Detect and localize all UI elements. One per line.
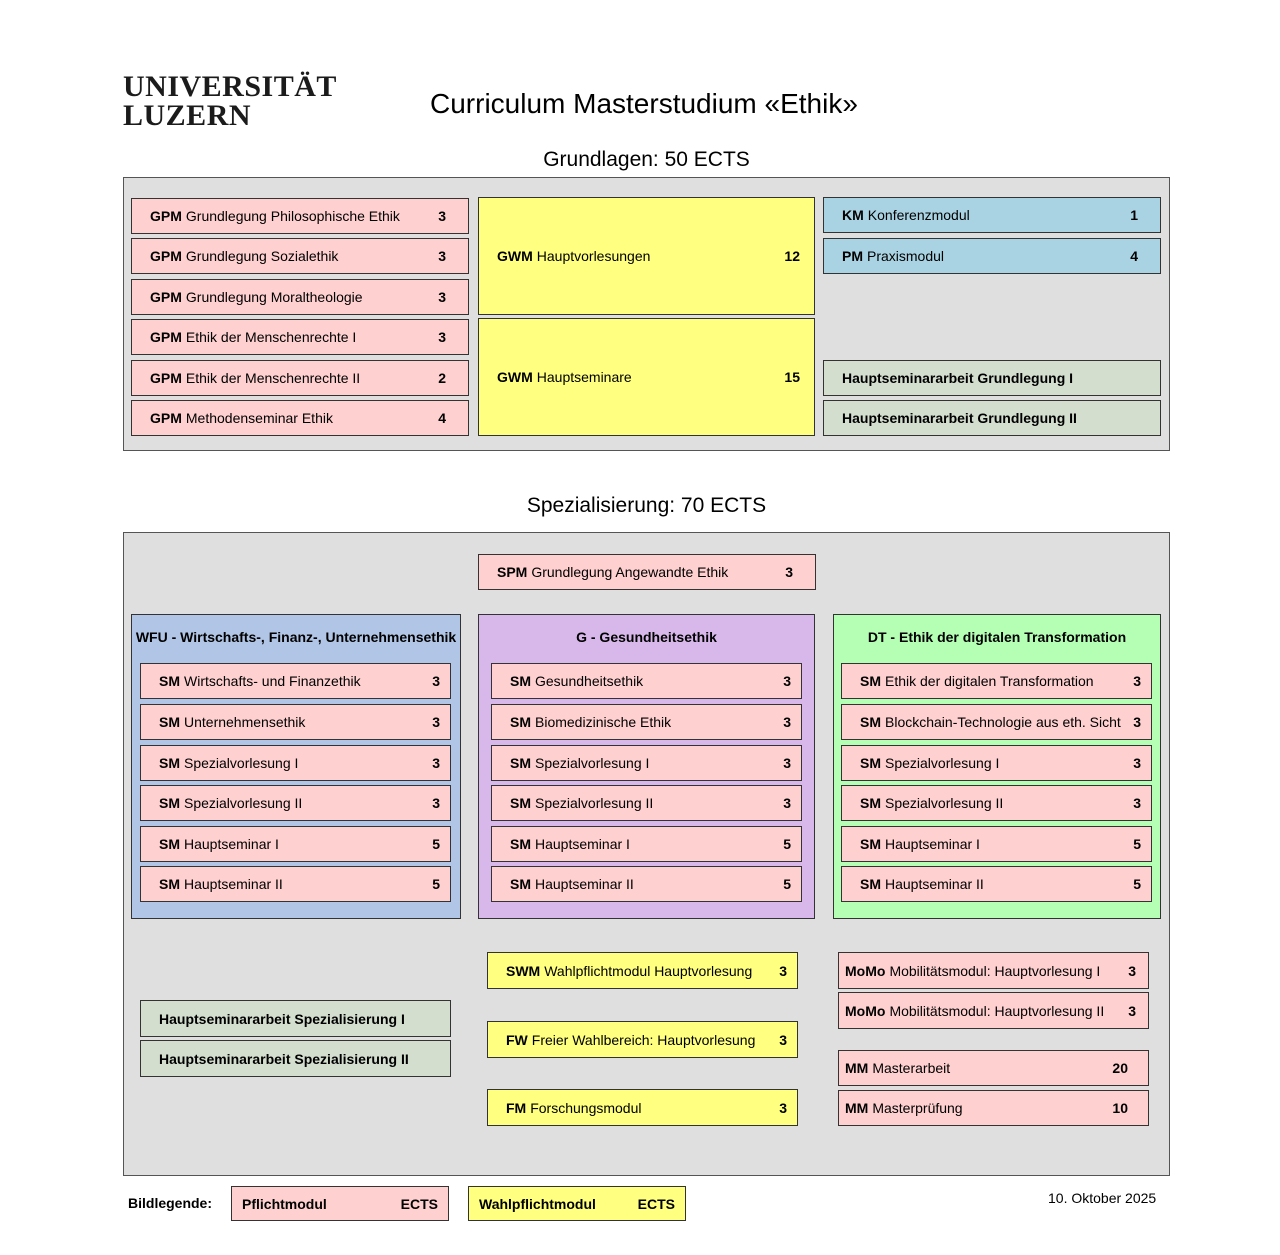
module-ects: 5 xyxy=(1133,876,1141,892)
legend-label: Bildlegende: xyxy=(128,1195,213,1211)
module-name: Hauptseminar II xyxy=(885,876,984,892)
module-label: Hauptseminararbeit Grundlegung II xyxy=(842,410,1077,426)
module-label xyxy=(510,755,777,771)
module-ects: 3 xyxy=(783,795,791,811)
module-code: SM xyxy=(159,795,180,811)
module-name: Wahlpflichtmodul Hauptvorlesung xyxy=(544,962,753,979)
module-ects: 3 xyxy=(432,673,440,689)
module-code: MoMo xyxy=(845,1002,886,1019)
sm-module xyxy=(841,866,1152,902)
logo-line-2: LUZERN xyxy=(123,99,252,132)
sm-module xyxy=(841,785,1152,821)
module-code: SM xyxy=(159,714,180,730)
module-ects: 3 xyxy=(1128,1002,1136,1019)
legend-wahlpflicht xyxy=(468,1186,686,1221)
sm-module xyxy=(140,785,451,821)
sm-module xyxy=(491,704,802,740)
legend-wahlpflicht-ects: ECTS xyxy=(637,1195,675,1212)
module-ects: 3 xyxy=(432,795,440,811)
module-ects: 10 xyxy=(1112,1100,1128,1116)
other-module xyxy=(823,238,1161,274)
module-name: Ethik der digitalen Transformation xyxy=(885,673,1094,689)
gpm-module xyxy=(131,319,469,355)
module-code: SM xyxy=(510,714,531,730)
module-code: PM xyxy=(842,248,863,264)
sm-module xyxy=(140,663,451,699)
gpm-module xyxy=(131,400,469,436)
page-title: Curriculum Masterstudium «Ethik» xyxy=(430,88,858,119)
module-name: Grundlegung Moraltheologie xyxy=(185,289,363,305)
module-name: Unternehmensethik xyxy=(184,714,306,730)
module-label xyxy=(159,836,426,852)
module-label xyxy=(510,673,777,689)
module-label xyxy=(150,248,432,264)
date-label: 10. Oktober 2025 xyxy=(1048,1190,1157,1206)
module-name: Hauptseminar II xyxy=(184,876,283,892)
module-ects: 5 xyxy=(432,836,440,852)
module-code: SM xyxy=(860,755,881,771)
other-module xyxy=(823,197,1161,233)
module-code: MM xyxy=(845,1100,869,1116)
module-ects: 5 xyxy=(1133,836,1141,852)
module-name: Gesundheitsethik xyxy=(535,673,644,689)
module-ects: 20 xyxy=(1112,1060,1128,1076)
module-ects: 3 xyxy=(438,289,446,305)
module-label xyxy=(845,1100,1106,1116)
module-label xyxy=(159,755,426,771)
module-code: FM xyxy=(506,1099,527,1116)
module-label xyxy=(506,1100,773,1116)
module-name: Spezialvorlesung II xyxy=(535,795,654,811)
module-name: Grundlegung Sozialethik xyxy=(185,248,339,264)
sm-module xyxy=(140,704,451,740)
sm-module xyxy=(491,663,802,699)
sm-module xyxy=(140,745,451,781)
gpm-module xyxy=(131,238,469,274)
module-label xyxy=(150,410,432,426)
legend-wahlpflicht-name: Wahlpflichtmodul xyxy=(479,1195,596,1212)
module-ects: 5 xyxy=(432,876,440,892)
module-code: GPM xyxy=(150,208,182,224)
module-label xyxy=(159,795,426,811)
module-code: SM xyxy=(860,876,881,892)
module-code: GWM xyxy=(497,369,533,385)
module-code: GPM xyxy=(150,410,182,426)
module-code: SPM xyxy=(497,564,528,580)
module-ects: 3 xyxy=(1128,962,1136,979)
module-code: SM xyxy=(510,755,531,771)
sm-module xyxy=(841,663,1152,699)
module-label xyxy=(860,795,1127,811)
module-name: Konferenzmodul xyxy=(867,207,970,223)
sm-module xyxy=(841,826,1152,862)
module-name: Mobilitätsmodul: Hauptvorlesung I xyxy=(889,962,1101,979)
module-code: FW xyxy=(506,1031,528,1048)
module-label xyxy=(150,370,432,386)
module-ects: 3 xyxy=(438,329,446,345)
group-title: WFU - Wirtschafts-, Finanz-, Unternehmensethik xyxy=(135,629,457,645)
legend-pflicht xyxy=(231,1186,449,1221)
module-label xyxy=(159,714,426,730)
momo-module xyxy=(838,992,1149,1029)
module-label xyxy=(150,329,432,345)
grundlagen-heading: Grundlagen: 50 ECTS xyxy=(543,148,750,171)
module-name: Hauptseminar I xyxy=(535,836,630,852)
module-name: Spezialvorlesung I xyxy=(535,755,650,771)
module-label: Hauptseminararbeit Grundlegung I xyxy=(842,370,1074,386)
module-code: SM xyxy=(159,876,180,892)
gpm-module xyxy=(131,279,469,315)
sm-module xyxy=(841,704,1152,740)
module-name: Forschungsmodul xyxy=(530,1099,642,1116)
module-ects: 4 xyxy=(1130,248,1138,264)
module-code: MoMo xyxy=(845,962,886,979)
module-code: SM xyxy=(510,836,531,852)
module-label xyxy=(860,836,1127,852)
module-label xyxy=(497,248,778,264)
module-ects: 3 xyxy=(432,714,440,730)
module-code: GPM xyxy=(150,289,182,305)
module-code: KM xyxy=(842,207,864,223)
module-ects: 5 xyxy=(783,876,791,892)
module-ects: 4 xyxy=(438,410,446,426)
gpm-module xyxy=(131,198,469,234)
module-label: Hauptseminararbeit Spezialisierung II xyxy=(159,1050,409,1067)
module-name: Hauptseminare xyxy=(536,369,632,385)
module-name: Grundlegung Philosophische Ethik xyxy=(185,208,400,224)
mm-module xyxy=(838,1090,1149,1126)
group-title: G - Gesundheitsethik xyxy=(576,629,717,645)
module-label xyxy=(506,1032,773,1048)
gwm-module xyxy=(478,318,815,436)
module-label xyxy=(510,795,777,811)
module-label xyxy=(845,963,1122,979)
module-ects: 3 xyxy=(783,714,791,730)
module-ects: 3 xyxy=(779,962,787,979)
module-code: GPM xyxy=(150,370,182,386)
module-code: SM xyxy=(159,673,180,689)
module-ects: 3 xyxy=(1133,795,1141,811)
module-name: Wirtschafts- und Finanzethik xyxy=(184,673,361,689)
sm-module xyxy=(491,826,802,862)
module-name: Blockchain-Technologie aus eth. Sicht xyxy=(885,714,1121,730)
module-code: SM xyxy=(159,755,180,771)
logo-line-1: UNIVERSITÄT xyxy=(123,70,337,103)
module-label xyxy=(506,963,773,979)
module-name: Mobilitätsmodul: Hauptvorlesung II xyxy=(889,1002,1105,1019)
module-ects: 3 xyxy=(1133,714,1141,730)
module-label xyxy=(510,714,777,730)
mm-module xyxy=(838,1050,1149,1086)
module-ects: 3 xyxy=(1133,755,1141,771)
module-ects: 3 xyxy=(783,673,791,689)
module-code: SM xyxy=(159,836,180,852)
module-name: Freier Wahlbereich: Hauptvorlesung xyxy=(531,1031,756,1048)
hauptseminararbeit-module xyxy=(140,1040,451,1077)
module-code: SM xyxy=(860,795,881,811)
spezialisierung-heading: Spezialisierung: 70 ECTS xyxy=(526,494,767,517)
module-label xyxy=(497,564,779,580)
sm-module xyxy=(491,866,802,902)
module-label xyxy=(845,1060,1106,1076)
sm-module xyxy=(140,866,451,902)
module-ects: 3 xyxy=(432,755,440,771)
module-label xyxy=(510,836,777,852)
module-name: Grundlegung Angewandte Ethik xyxy=(531,564,729,580)
gwm-module xyxy=(478,197,815,315)
module-label xyxy=(860,673,1127,689)
legend-pflicht-name: Pflichtmodul xyxy=(242,1195,327,1212)
module-name: Hauptseminar I xyxy=(885,836,980,852)
group-title: DT - Ethik der digitalen Transformation xyxy=(867,629,1127,645)
module-label xyxy=(860,714,1127,730)
module-ects: 3 xyxy=(438,208,446,224)
momo-module xyxy=(838,952,1149,989)
gpm-module xyxy=(131,360,469,396)
module-code: MM xyxy=(845,1060,869,1076)
module-code: SM xyxy=(860,673,881,689)
module-label xyxy=(842,248,1124,264)
module-code: GPM xyxy=(150,248,182,264)
hauptseminararbeit-module xyxy=(140,1000,451,1037)
module-label: Hauptseminararbeit Spezialisierung I xyxy=(159,1010,405,1027)
module-ects: 3 xyxy=(1133,673,1141,689)
module-name: Methodenseminar Ethik xyxy=(185,410,333,426)
module-ects: 1 xyxy=(1130,207,1138,223)
module-name: Spezialvorlesung I xyxy=(184,755,299,771)
module-name: Biomedizinische Ethik xyxy=(535,714,672,730)
module-code: SM xyxy=(510,673,531,689)
module-ects: 5 xyxy=(783,836,791,852)
module-name: Hauptseminar I xyxy=(184,836,279,852)
module-ects: 3 xyxy=(783,755,791,771)
module-ects: 3 xyxy=(779,1099,787,1116)
sm-module xyxy=(491,785,802,821)
module-name: Praxismodul xyxy=(867,248,945,264)
module-label xyxy=(842,207,1124,223)
sm-module xyxy=(841,745,1152,781)
module-ects: 12 xyxy=(784,248,800,264)
spm-module xyxy=(478,554,816,590)
sm-module xyxy=(491,745,802,781)
module-ects: 3 xyxy=(785,564,793,580)
hauptseminararbeit-module xyxy=(823,400,1161,436)
module-name: Ethik der Menschenrechte II xyxy=(185,370,361,386)
university-logo xyxy=(123,72,337,130)
module-label xyxy=(510,876,777,892)
wahl-module xyxy=(487,1021,798,1058)
module-code: SM xyxy=(510,795,531,811)
module-name: Hauptvorlesungen xyxy=(536,248,651,264)
legend-pflicht-ects: ECTS xyxy=(400,1195,438,1212)
module-label xyxy=(150,208,432,224)
module-name: Ethik der Menschenrechte I xyxy=(185,329,357,345)
wahl-module xyxy=(487,1089,798,1126)
module-label xyxy=(845,1003,1122,1019)
module-label xyxy=(860,876,1127,892)
module-name: Spezialvorlesung II xyxy=(885,795,1004,811)
hauptseminararbeit-module xyxy=(823,360,1161,396)
module-name: Hauptseminar II xyxy=(535,876,634,892)
module-code: SM xyxy=(860,714,881,730)
module-code: GPM xyxy=(150,329,182,345)
module-label xyxy=(860,755,1127,771)
module-ects: 3 xyxy=(779,1031,787,1048)
module-name: Masterprüfung xyxy=(872,1100,963,1116)
module-name: Spezialvorlesung II xyxy=(184,795,303,811)
module-code: SWM xyxy=(506,962,541,979)
module-label xyxy=(150,289,432,305)
module-label xyxy=(159,673,426,689)
sm-module xyxy=(140,826,451,862)
module-code: SM xyxy=(510,876,531,892)
module-name: Spezialvorlesung I xyxy=(885,755,1000,771)
module-label xyxy=(497,369,778,385)
wahl-module xyxy=(487,952,798,989)
module-label xyxy=(159,876,426,892)
module-ects: 3 xyxy=(438,248,446,264)
module-name: Masterarbeit xyxy=(872,1060,951,1076)
module-code: GWM xyxy=(497,248,533,264)
module-ects: 2 xyxy=(438,370,446,386)
module-ects: 15 xyxy=(784,369,800,385)
module-code: SM xyxy=(860,836,881,852)
